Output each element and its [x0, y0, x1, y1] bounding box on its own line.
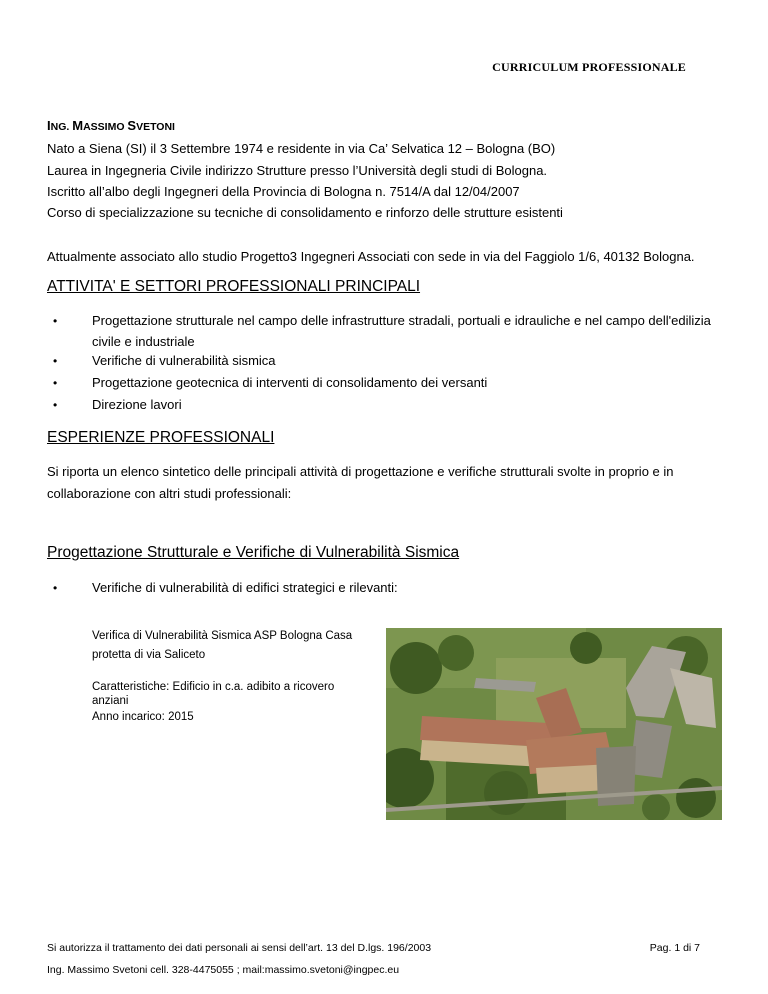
aerial-photo — [386, 628, 722, 820]
degree-line: Laurea in Ingegneria Civile indirizzo Strutture presso l’Università degli studi di Bologna. — [47, 163, 548, 178]
page-number: Pag. 1 di 7 — [649, 942, 700, 954]
project-features: Caratteristiche: Edificio in c.a. adibito a ricovero anziani — [92, 681, 335, 707]
bullet-icon: • — [53, 376, 58, 390]
section-heading: Progettazione Strutturale e Verifiche di Vulnerabilità Sismica — [47, 544, 460, 561]
experience-heading: ESPERIENZE PROFESSIONALI — [47, 429, 275, 446]
activities-heading: ATTIVITA' E SETTORI PROFESSIONALI PRINCIPALI — [47, 278, 421, 295]
experience-intro-line: Si riporta un elenco sintetico delle principali attività di progettazione e verifiche strutturali svolte in proprio e in — [47, 464, 674, 479]
activity-item-continuation: civile e industriale — [92, 334, 195, 349]
activity-item: • Progettazione strutturale nel campo delle infrastrutture stradali, portuali e idrauliche e nel campo dell'edilizia — [53, 313, 711, 328]
registration-line: Iscritto all’albo degli Ingegneri della Provincia di Bologna n. 7514/A dal 12/04/2007 — [47, 184, 520, 199]
bullet-icon: • — [53, 398, 58, 412]
project-title: Verifica di Vulnerabilità Sismica ASP Bologna Casa protetta di via Saliceto — [92, 630, 353, 661]
specialization-line: Corso di specializzazione su tecniche di consolidamento e rinforzo delle strutture esistenti — [47, 205, 563, 220]
activity-item: • Progettazione geotecnica di interventi di consolidamento dei versanti — [53, 375, 488, 390]
bullet-icon: • — [53, 354, 58, 368]
document-header-title: CURRICULUM PROFESSIONALE — [492, 60, 686, 74]
activity-item: • Verifiche di vulnerabilità sismica — [53, 353, 276, 368]
activity-item: • Direzione lavori — [53, 397, 182, 412]
experience-intro-line: collaborazione con altri studi professionali: — [47, 486, 292, 501]
contact-info: Ing. Massimo Svetoni cell. 328-4475055 ; mail:massimo.svetoni@ingpec.eu — [47, 964, 400, 976]
section-bullet-item: • Verifiche di vulnerabilità di edifici strategici e rilevanti: — [53, 580, 398, 595]
birth-residence-line: Nato a Siena (SI) il 3 Settembre 1974 e residente in via Ca’ Selvatica 12 – Bologna (BO) — [47, 141, 556, 156]
person-name: ING. MASSIMO SVETONI — [47, 118, 175, 133]
bullet-icon: • — [53, 581, 58, 595]
privacy-notice: Si autorizza il trattamento dei dati personali ai sensi dell’art. 13 del D.lgs. 196/2003 — [47, 942, 432, 954]
bullet-icon: • — [53, 314, 58, 328]
project-year: Anno incarico: 2015 — [92, 711, 194, 723]
current-position-line: Attualmente associato allo studio Progetto3 Ingegneri Associati con sede in via del Faggiolo 1/6, 40132 Bologna. — [47, 249, 695, 264]
